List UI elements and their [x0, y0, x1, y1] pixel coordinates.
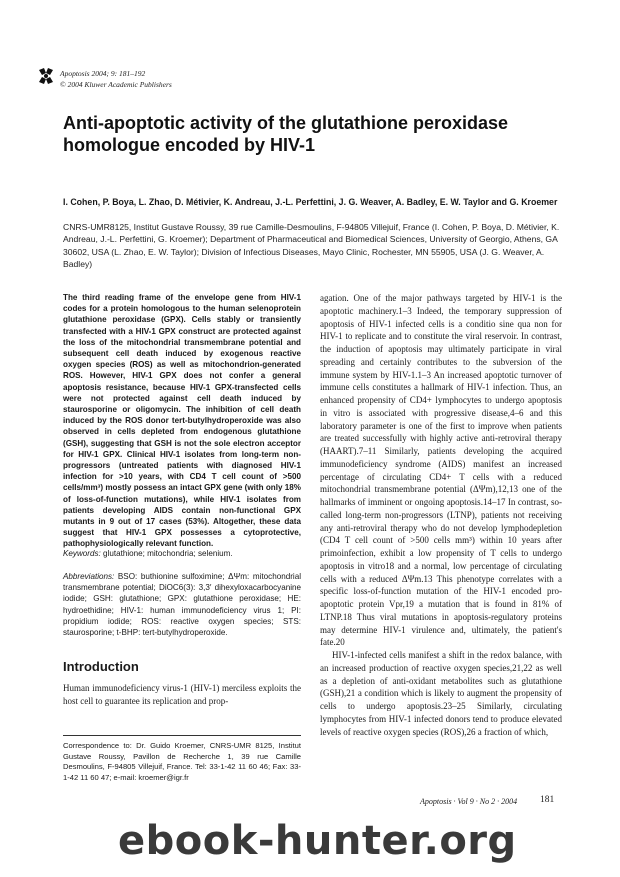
keywords-label: Keywords: [63, 549, 101, 558]
correspondence-footnote: Correspondence to: Dr. Guido Kroemer, CNRS-UMR 8125, Institut Gustave Roussy, Pavillon de Recherche 1, 39 rue Camille Desmoulins, F-94805 Villejuif, France. Tel: 33-1-42 11 60 46; Fax: 33-1-42 11 60 47; e-mail: kroemer@igr.fr [63, 741, 301, 782]
author-list: I. Cohen, P. Boya, L. Zhao, D. Métivier, K. Andreau, J.-L. Perfettini, J. G. Weaver, A. Badley, E. W. Taylor and G. Kroemer [63, 197, 558, 207]
body-paragraph: HIV-1-infected cells manifest a shift in the redox balance, with an increased production of reactive oxygen species,21,22 as well as a depletion of anti-oxidant metabolites such as glutathione (GSH),21 a condition which is likely to augment the propensity of cells to undergo apoptosis.23–25 Similarly, circulating lymphocytes from HIV-1 infected donors tend to produce elevated levels of reactive oxygen species (ROS),26 a fraction of which, [320, 650, 562, 737]
section-heading-introduction: Introduction [63, 659, 139, 674]
publisher-logo-icon [36, 66, 56, 86]
abstract: The third reading frame of the envelope gene from HIV-1 codes for a protein homologous to the human selenoprotein glutathione peroxidase (GPX). Cells stably or transiently transfected with a HIV-1 GPX construct are protected against the loss of the mitochondrial transmembrane potential and subsequent cell death induced by exogenous reactive oxygen species (ROS) as well as mitochondrion-generated ROS. However, HIV-1 GPX does not confer a general apoptosis resistance, because HIV-1 GPX-transfected cells were not protected against cell death induced by staurosporine or oligomycin. The inhibition of cell death induced by the ROS donor tert-butylhydroperoxide was also observed in cells depleted from endogenous glutathione (GSH), suggesting that GSH is not the sole electron acceptor for HIV-1 GPX. Clinical HIV-1 isolates from long-term non-progressors (untreated patients with diagnosed HIV-1 infection for >10 years, with CD4 T cell count of >500 cells/mm³) mostly possess an intact GPX gene (with only 18% of loss-of-function mutations), while HIV-1 isolates from patients developing AIDS contain non-functional GPX mutants in 9 out of 17 cases (53%). Altogether, these data suggest that HIV-1 GPX possesses a cytoprotective, pathophysiologically relevant function. [63, 293, 301, 549]
affiliations: CNRS-UMR8125, Institut Gustave Roussy, 39 rue Camille-Desmoulins, F-94805 Villejuif, France (I. Cohen, P. Boya, D. Métivier, K. Andreau, J.-L. Perfettini, G. Kroemer); Department of Pharmaceutical and Biomedical Sciences, University of Georgio, Athens, GA 30602, USA (L. Zhao, E. W. Taylor); Division of Infectious Diseases, Mayo Clinic, Rochester, MN 55905, USA (J. G. Weaver, A. Badley) [63, 222, 560, 269]
body-paragraph: agation. One of the major pathways targeted by HIV-1 is the apoptotic machinery.1–3 Indeed, the temporary suppression of apoptosis of HIV-1 infected cells is a conditio sine qua non for HIV-1 to replicate and to constitute the viral reservoir. In contrast, the induction of apoptosis may ultimately participate in viral spreading and certainly contributes to the subversion of the immune system by HIV-1.1–3 An increased apoptotic turnover of immune cells constitutes a hallmark of HIV-1 infection. Thus, an enhanced propensity of CD4+ lymphocytes to undergo apoptosis in vitro is associated with progressive disease,4–6 and this laboratory parameter is one of the first to improve when patients are treated successfully with highly active anti-retroviral therapy (HAART).7–11 Similarly, patients developing the acquired immunodeficiency syndrome (AIDS) manifest an increased percentage of circulating CD4+ T cells with a reduced mitochondrial transmembrane potential (ΔΨm),12,13 one of the hallmarks of imminent or ongoing apoptosis.14–17 In contrast, so-called long-term non-progressors (LTNP), patients not receiving any anti-retroviral therapy who do not develop lymphodepletion (CD4 T cell count of >500 cells mm³) within 10 years after primoinfection, exhibit a low propensity of T cells to undergo apoptosis in vitro18 and a normal, low percentage of circulating cells with a reduced ΔΨm.13 This phenotype correlates with a specific loss-of-function mutation of the HIV-1 encoded pro-apoptotic protein Vpr,19 a mutation that is found in 81% of LTNP.18 Thus viral mutations in apoptosis-regulatory proteins may determine HIV-1 virulence and, ultimately, the patient's fate.20 [320, 293, 562, 648]
watermark: ebook-hunter.org [118, 818, 517, 864]
journal-copyright: © 2004 Kluwer Academic Publishers [60, 80, 172, 89]
abbreviations [63, 571, 301, 638]
footnote-divider [63, 735, 301, 736]
journal-citation-line: Apoptosis 2004; 9: 181–192 [60, 69, 146, 78]
abbreviations-text: BSO: buthionine sulfoximine; ΔΨm: mitochondrial transmembrane potential; DiOC6(3): 3,3′ dihexyloxacarbocyanine iodide; GSH: glutathione; GPX: glutathione peroxidase; HE: hydroethidine; HIV-1: human immunodeficiency virus 1; PI: propidium iodide; ROS: reactive oxygen species; STS: staurosporine; t-BHP: tert-butylhydroperoxide. [63, 572, 301, 638]
introduction-text: Human immunodeficiency virus-1 (HIV-1) merciless exploits the host cell to guarantee its replication and prop- [63, 683, 301, 706]
right-column-body [320, 292, 562, 738]
page-footer-journal: Apoptosis · Vol 9 · No 2 · 2004 [420, 797, 518, 806]
journal-citation [60, 68, 172, 90]
keywords-text: glutathione; mitochondria; selenium. [100, 549, 233, 558]
article-title: Anti-apoptotic activity of the glutathione peroxidase homologue encoded by HIV-1 [63, 113, 509, 155]
abbreviations-label: Abbreviations: [63, 572, 115, 581]
page-number: 181 [540, 795, 555, 805]
keywords [63, 548, 301, 559]
